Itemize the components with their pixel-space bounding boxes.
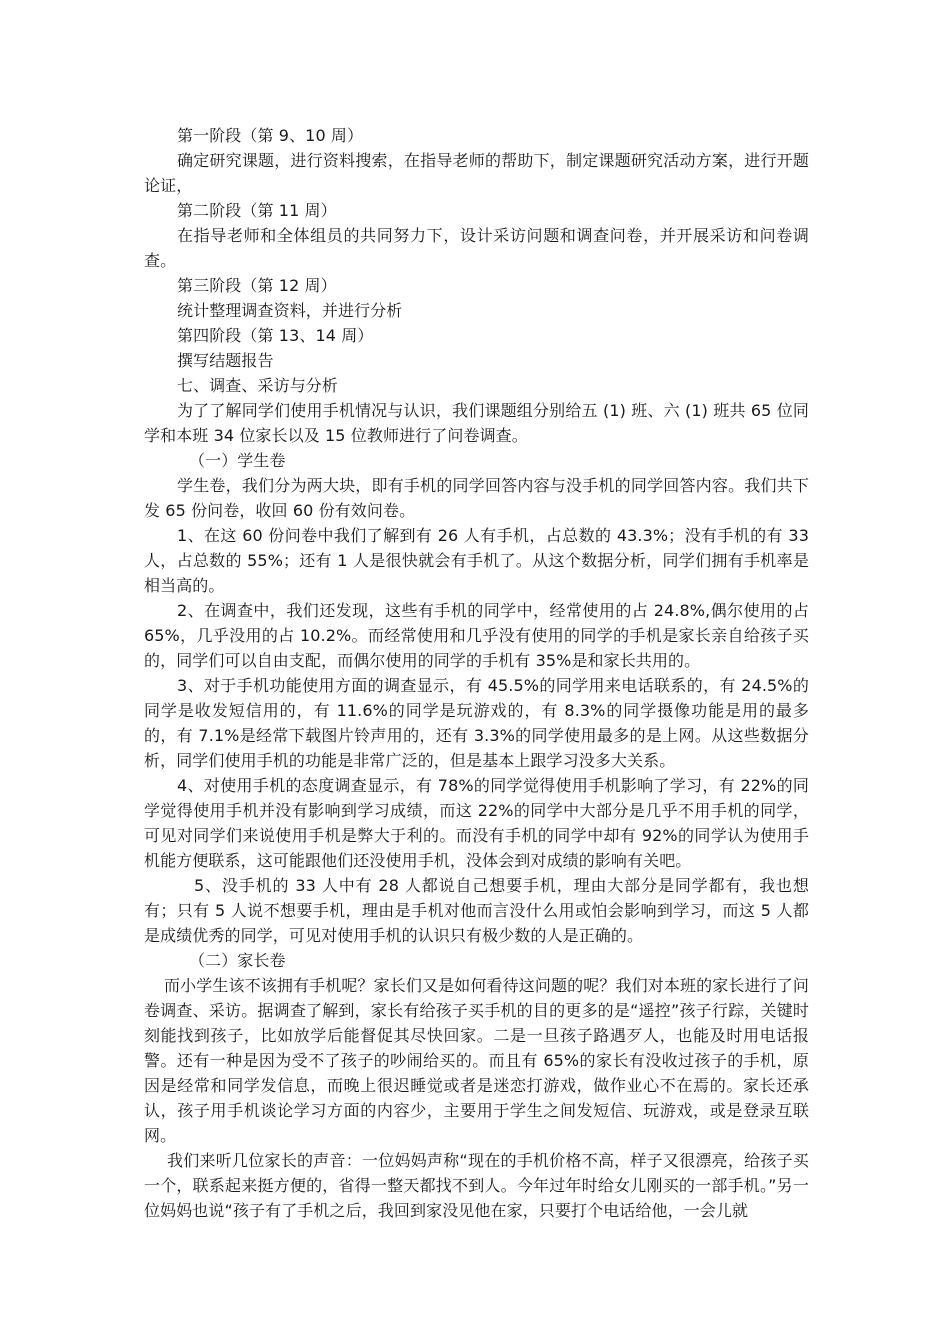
finding-1-paragraph: 1、在这 60 份问卷中我们了解到有 26 人有手机，占总数的 43.3%；没有手机的有 33 人，占总数的 55%；还有 1 人是很快就会有手机了。从这个数据分析，同学们拥有手机率是相当高的。 (144, 526, 809, 595)
finding-3-paragraph: 3、对于手机功能使用方面的调查显示，有 45.5%的同学用来电话联系的，有 24.5%的同学是收发短信用的，有 11.6%的同学是玩游戏的，有 8.3%的同学摄像功能是用的最多的，有 7.1%是经常下载图片铃声用的，还有 3.3%的同学使用最多的是上网。从这些数据分析，同学们使用手机的功能是非常广泛的，但是基本上跟学习没多大关系。 (144, 676, 809, 770)
finding-4-paragraph: 4、对使用手机的态度调查显示，有 78%的同学觉得使用手机影响了学习，有 22%的同学觉得使用手机并没有影响到学习成绩，而这 22%的同学中大部分是几乎不用手机的同学，可见对同学们来说使用手机是弊大于利的。而没有手机的同学中却有 92%的同学认为使用手机能方便联系，这可能跟他们还没使用手机，没体会到对成绩的影响有关吧。 (144, 776, 809, 870)
parent-survey-paragraph: 而小学生该不该拥有手机呢？家长们又是如何看待这问题的呢？我们对本班的家长进行了问卷调查、采访。据调查了解到，家长有给孩子买手机的目的更多的是“遥控”孩子行踪，关键时刻能找到孩子，比如放学后能督促其尽快回家。二是一旦孩子路遇歹人，也能及时用电话报警。还有一种是因为受不了孩子的吵闹给买的。而且有 65%的家长有没收过孩子的手机，原因是经常和同学发信息，而晚上很迟睡觉或者是迷恋打游戏，做作业心不在焉的。家长还承认，孩子用手机谈论学习方面的内容少，主要用于学生之间发短信、玩游戏，或是登录互联网。 (144, 976, 809, 1145)
stage-two-heading: 第二阶段（第 11 周） (177, 201, 337, 220)
section-seven-heading: 七、调查、采访与分析 (177, 376, 339, 395)
survey-intro-paragraph: 为了了解同学们使用手机情况与认识，我们课题组分别给五 (1) 班、六 (1) 班共 65 位同学和本班 34 位家长以及 15 位教师进行了问卷调查。 (144, 401, 809, 445)
stage-one-heading: 第一阶段（第 9、10 周） (177, 126, 364, 145)
stage-four-text: 撰写结题报告 (177, 351, 274, 370)
stage-three-text: 统计整理调查资料，并进行分析 (177, 301, 403, 320)
stage-three-heading: 第三阶段（第 12 周） (177, 276, 337, 295)
parent-voices-paragraph: 我们来听几位家长的声音：一位妈妈声称“现在的手机价格不高，样子又很漂亮，给孩子买一个，联系起来挺方便的，省得一整天都找不到人。今年过年时给女儿刚买的一部手机。”另一位妈妈也说“孩子有了手机之后，我回到家没见他在家，只要打个电话给他，一会儿就 (144, 1151, 809, 1220)
stage-one-text: 确定研究课题，进行资料搜索，在指导老师的帮助下，制定课题研究活动方案，进行开题论证， (144, 151, 809, 195)
student-survey-intro: 学生卷，我们分为两大块，即有手机的同学回答内容与没手机的同学回答内容。我们共下发 65 份问卷，收回 60 份有效问卷。 (144, 476, 809, 520)
student-survey-heading: （一）学生卷 (189, 451, 286, 470)
stage-two-text: 在指导老师和全体组员的共同努力下，设计采访问题和调查问卷，并开展采访和问卷调查。 (144, 226, 809, 270)
stage-four-heading: 第四阶段（第 13、14 周） (177, 326, 374, 345)
parent-survey-heading: （二）家长卷 (189, 951, 286, 970)
document-body (144, 123, 809, 1223)
finding-5-paragraph: 5、没手机的 33 人中有 28 人都说自己想要手机，理由大部分是同学都有，我也想有；只有 5 人说不想要手机，理由是手机对他而言没什么用或怕会影响到学习，而这 5 人都是成绩优秀的同学，可见对使用手机的认识只有极少数的人是正确的。 (144, 876, 809, 945)
finding-2-paragraph: 2、在调查中，我们还发现，这些有手机的同学中，经常使用的占 24.8%,偶尔使用的占 65%，几乎没用的占 10.2%。而经常使用和几乎没有使用的同学的手机是家长亲自给孩子买的，同学们可以自由支配，而偶尔使用的同学的手机有 35%是和家长共用的。 (144, 601, 809, 670)
